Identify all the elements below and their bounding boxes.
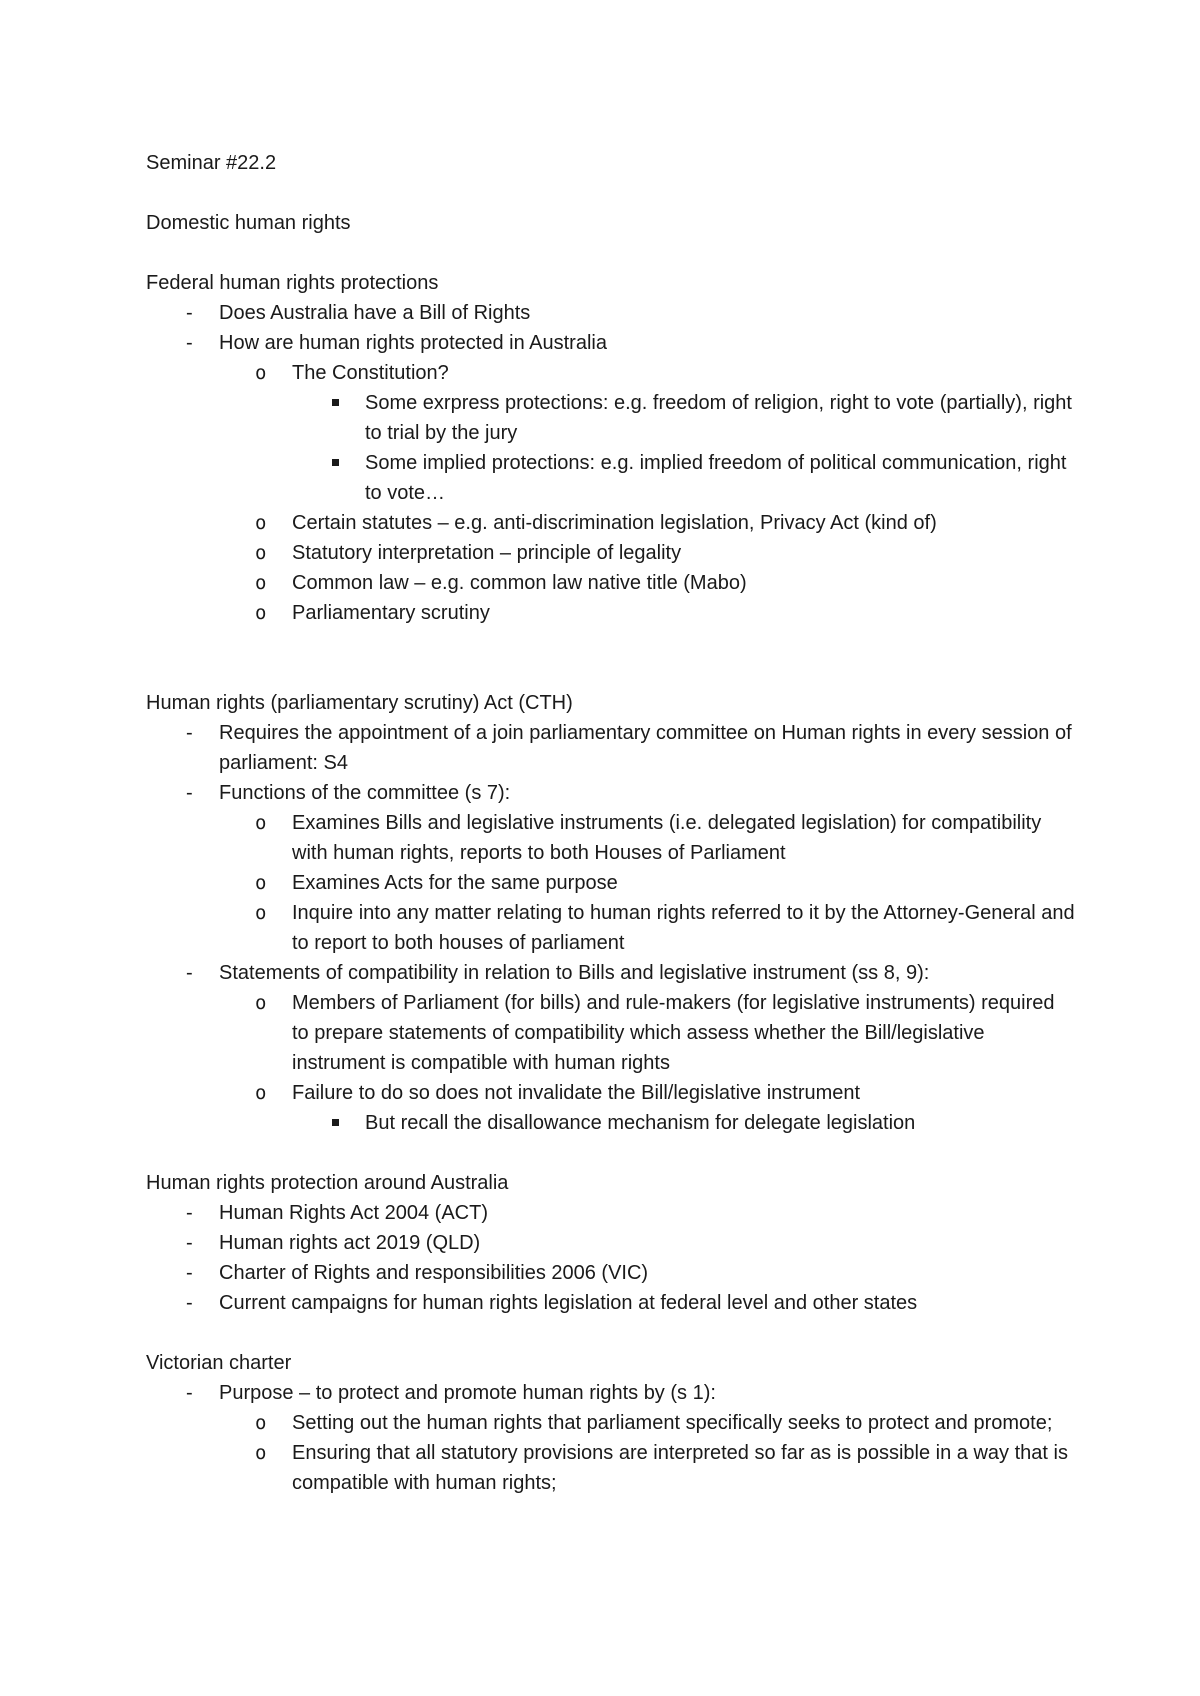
list-item-text: How are human rights protected in Australia [219, 332, 607, 354]
list-item [219, 508, 1076, 538]
list-item-text: Parliamentary scrutiny [292, 602, 490, 624]
list-item-text: Does Australia have a Bill of Rights [219, 302, 531, 324]
section-list-around-australia [146, 1198, 1076, 1318]
circle-bullet: o [255, 902, 267, 924]
list-item-text: But recall the disallowance mechanism for delegate legislation [365, 1112, 916, 1134]
section-list-victorian-charter [146, 1378, 1076, 1498]
sublist [219, 1408, 1076, 1498]
document-title: Seminar #22.2 [146, 152, 277, 174]
circle-bullet: o [255, 362, 267, 384]
sublist [219, 988, 1076, 1138]
list-item-text: Setting out the human rights that parliament specifically seeks to protect and promote; [292, 1412, 1053, 1434]
list-item-text: Purpose – to protect and promote human rights by (s 1): [219, 1382, 716, 1404]
list-item-text: Examines Bills and legislative instruments (i.e. delegated legislation) for compatibility with human rights, reports to both Houses of Parliament [292, 812, 1042, 864]
list-item-text: Statutory interpretation – principle of legality [292, 542, 682, 564]
list-item-text: Certain statutes – e.g. anti-discrimination legislation, Privacy Act (kind of) [292, 512, 937, 534]
list-item [146, 1378, 1076, 1498]
circle-bullet: o [255, 1442, 267, 1464]
square-bullet-icon [332, 1119, 339, 1126]
list-item [219, 868, 1076, 898]
dash-bullet: - [186, 722, 193, 744]
circle-bullet: o [255, 542, 267, 564]
circle-bullet: o [255, 812, 267, 834]
dash-bullet: - [186, 782, 193, 804]
dash-bullet: - [186, 962, 193, 984]
list-item [146, 1198, 1076, 1228]
circle-bullet: o [255, 1412, 267, 1434]
section-heading-victorian-charter: Victorian charter [146, 1352, 292, 1374]
list-item [219, 358, 1076, 508]
sublist [292, 1108, 1076, 1138]
list-item [146, 718, 1076, 778]
square-bullet-icon [332, 459, 339, 466]
list-item-text: Examines Acts for the same purpose [292, 872, 618, 894]
dash-bullet: - [186, 1202, 193, 1224]
list-item [219, 988, 1076, 1078]
list-item [146, 328, 1076, 628]
list-item [219, 808, 1076, 868]
sublist [219, 358, 1076, 628]
circle-bullet: o [255, 992, 267, 1014]
list-item-text: Some exrpress protections: e.g. freedom of religion, right to vote (partially), right to trial by the jury [365, 392, 1072, 444]
circle-bullet: o [255, 872, 267, 894]
document-subtitle: Domestic human rights [146, 212, 351, 234]
list-item [146, 1288, 1076, 1318]
list-item-text: Requires the appointment of a join parliamentary committee on Human rights in every session of parliament: S4 [219, 722, 1072, 774]
list-item [292, 388, 1076, 448]
list-item-text: Some implied protections: e.g. implied freedom of political communication, right to vote… [365, 452, 1067, 504]
sublist [219, 808, 1076, 958]
dash-bullet: - [186, 1232, 193, 1254]
list-item [219, 1408, 1076, 1438]
list-item [146, 1228, 1076, 1258]
list-item [146, 1258, 1076, 1288]
list-item [219, 568, 1076, 598]
circle-bullet: o [255, 572, 267, 594]
list-item-text: Human rights act 2019 (QLD) [219, 1232, 481, 1254]
section-list-scrutiny-act [146, 718, 1076, 1138]
list-item-text: Ensuring that all statutory provisions are interpreted so far as is possible in a way that is compatible with human rights; [292, 1442, 1068, 1494]
list-item-text: Human Rights Act 2004 (ACT) [219, 1202, 488, 1224]
list-item-text: Inquire into any matter relating to human rights referred to it by the Attorney-General and to report to both houses of parliament [292, 902, 1075, 954]
list-item [146, 778, 1076, 958]
section-list-federal [146, 298, 1076, 628]
list-item-text: The Constitution? [292, 362, 449, 384]
list-item [146, 298, 1076, 328]
section-heading-federal: Federal human rights protections [146, 272, 439, 294]
circle-bullet: o [255, 602, 267, 624]
list-item-text: Statements of compatibility in relation to Bills and legislative instrument (ss 8, 9): [219, 962, 930, 984]
sublist [292, 388, 1076, 508]
section-heading-around-australia: Human rights protection around Australia [146, 1172, 509, 1194]
list-item-text: Members of Parliament (for bills) and rule-makers (for legislative instruments) required to prepare statements of compatibility which assess whether the Bill/legislative instrument is compatible with human rights [292, 992, 1055, 1074]
document-content [146, 148, 1076, 1498]
list-item [292, 448, 1076, 508]
list-item [146, 958, 1076, 1138]
list-item [219, 598, 1076, 628]
section-heading-scrutiny-act: Human rights (parliamentary scrutiny) Act (CTH) [146, 692, 573, 714]
list-item-text: Functions of the committee (s 7): [219, 782, 511, 804]
list-item [219, 898, 1076, 958]
list-item [292, 1108, 1076, 1138]
circle-bullet: o [255, 512, 267, 534]
dash-bullet: - [186, 332, 193, 354]
list-item [219, 538, 1076, 568]
dash-bullet: - [186, 1382, 193, 1404]
list-item-text: Failure to do so does not invalidate the Bill/legislative instrument [292, 1082, 861, 1104]
list-item [219, 1078, 1076, 1138]
square-bullet-icon [332, 399, 339, 406]
list-item [219, 1438, 1076, 1498]
list-item-text: Current campaigns for human rights legislation at federal level and other states [219, 1292, 918, 1314]
list-item-text: Common law – e.g. common law native title (Mabo) [292, 572, 747, 594]
list-item-text: Charter of Rights and responsibilities 2006 (VIC) [219, 1262, 649, 1284]
dash-bullet: - [186, 302, 193, 324]
dash-bullet: - [186, 1262, 193, 1284]
circle-bullet: o [255, 1082, 267, 1104]
dash-bullet: - [186, 1292, 193, 1314]
